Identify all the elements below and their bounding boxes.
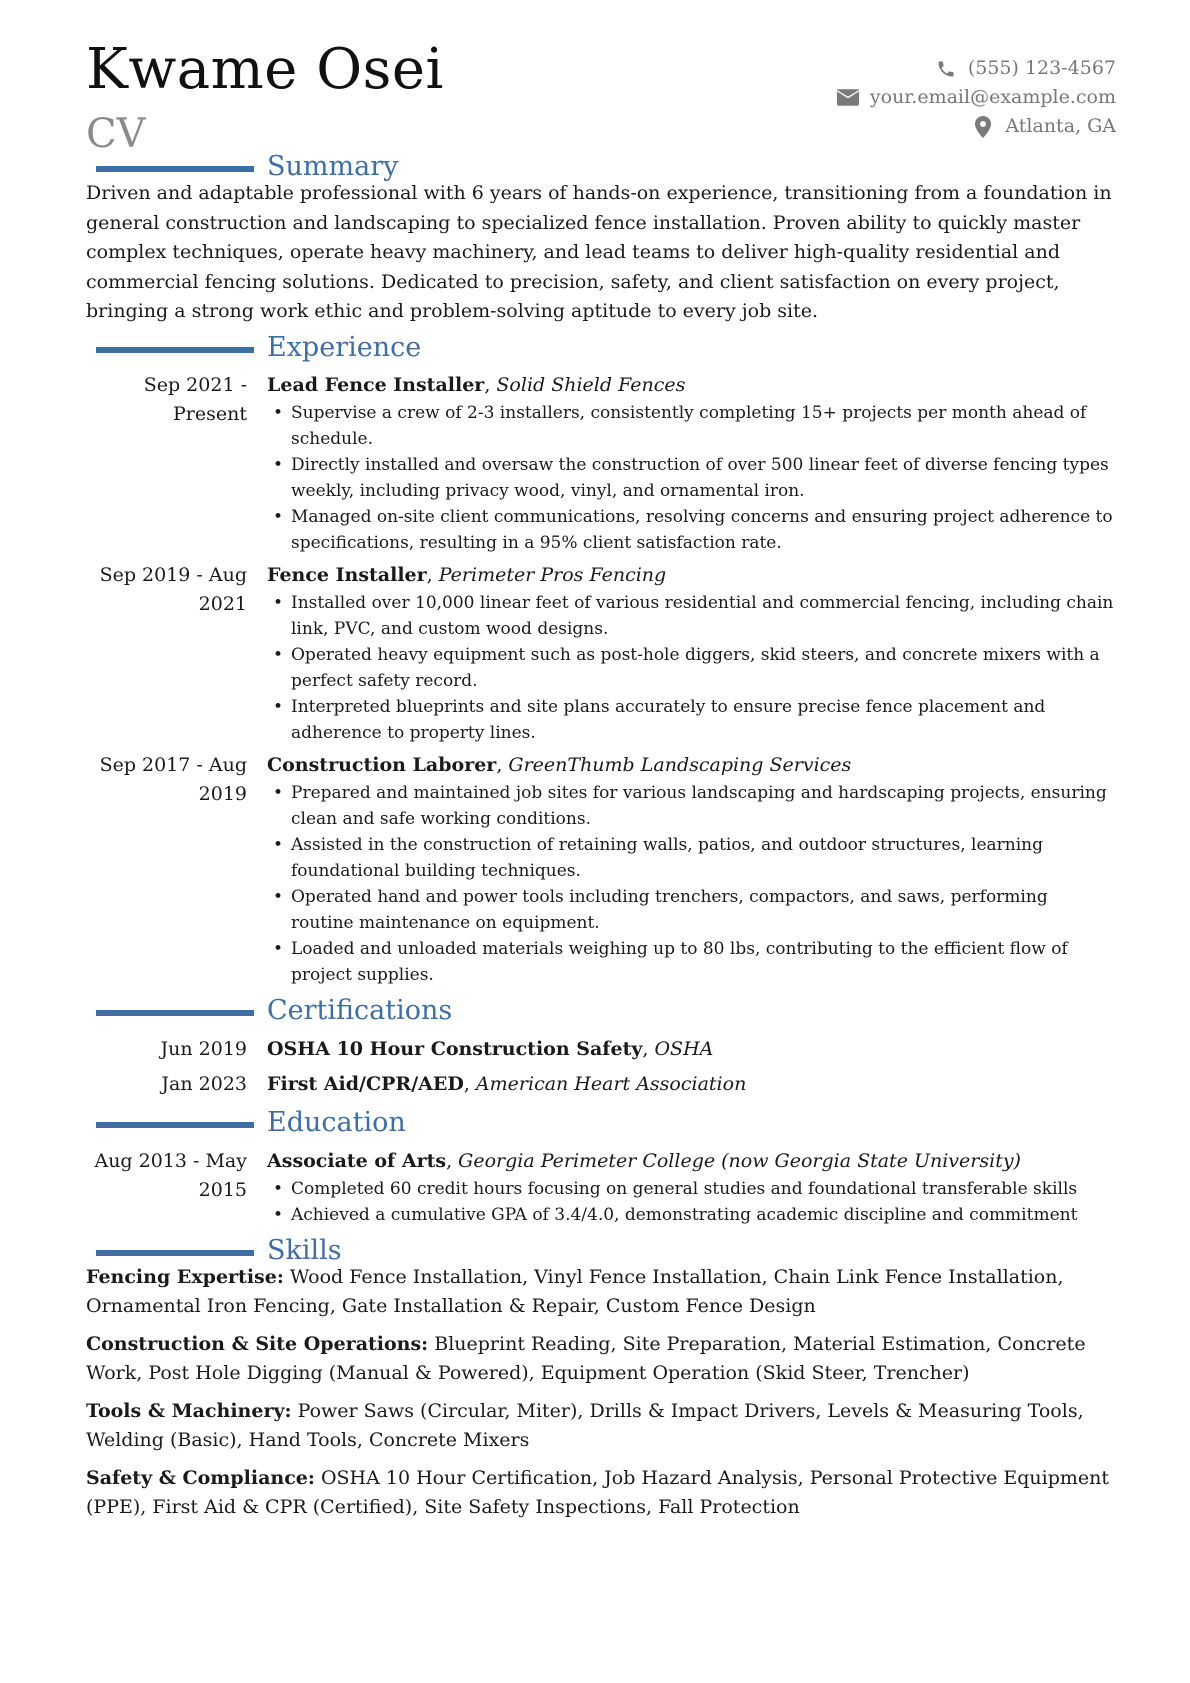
resume-header [86,0,1116,160]
list-item: • Installed over 10,000 linear feet of various residential and commercial fencing, including chain link, PVC, and custom wood designs. [267,590,1115,642]
skill-group [86,1263,1116,1321]
skill-group [86,1397,1116,1455]
job-title: Lead Fence Installer [267,373,485,396]
entry-date: Sep 2021 - Present [143,373,247,425]
list-item: • Achieved a cumulative GPA of 3.4/4.0, demonstrating academic discipline and commitment [267,1202,1115,1228]
entry-body [267,1035,1115,1064]
experience-entry [86,371,1116,556]
section-header [86,331,1116,365]
phone-icon [934,59,958,79]
certification-entry [86,1070,1116,1099]
list-item: • Completed 60 credit hours focusing on general studies and foundational transferable skills [267,1176,1115,1202]
certification-title: OSHA 10 Hour Construction Safety [267,1037,643,1060]
entry-bullets [267,780,1115,988]
skill-group-text: Blueprint Reading, Site Preparation, Material Estimation, Concrete Work, Post Hole Digging (Manual & Powered), Equipment Operation (Skid Steer, Trencher) [86,1332,1086,1384]
list-item: • Supervise a crew of 2-3 installers, consistently completing 15+ projects per month ahead of schedule. [267,400,1115,452]
list-item: • Managed on-site client communications, resolving concerns and ensuring project adherence to specifications, resulting in a 95% client satisfaction rate. [267,504,1115,556]
list-item: • Prepared and maintained job sites for various landscaping and hardscaping projects, ensuring clean and safe working conditions. [267,780,1115,832]
skill-group-label: Safety & Compliance: [86,1466,315,1489]
section-title: Experience [267,331,422,363]
education-section [86,1106,1116,1228]
skill-group [86,1464,1116,1522]
skill-group-text: Power Saws (Circular, Miter), Drills & Impact Drivers, Levels & Measuring Tools, Welding (Basic), Hand Tools, Concrete Mixers [86,1399,1084,1451]
certification-entry [86,1035,1116,1064]
skill-group [86,1330,1116,1388]
list-item: • Directly installed and oversaw the construction of over 500 linear feet of diverse fencing types weekly, including privacy wood, vinyl, and ornamental iron. [267,452,1115,504]
entry-bullets [267,400,1115,556]
section-divider-bar [96,166,254,172]
entry-title-line: OSHA 10 Hour Construction Safety, OSHA [267,1037,714,1060]
email-address[interactable]: your.email@example.com [869,86,1116,108]
certifications-section [86,994,1116,1099]
entry-date: Aug 2013 - May 2015 [94,1149,247,1201]
entry-title-line: Associate of Arts, Georgia Perimeter College (now Georgia State University) [267,1149,1021,1172]
entry-body [267,1147,1115,1228]
entry-title-line: Construction Laborer, GreenThumb Landscaping Services [267,753,852,776]
issuer-name: American Heart Association [475,1072,747,1095]
experience-entry [86,561,1116,746]
section-title: Education [267,1106,406,1138]
entry-date: Sep 2017 - Aug 2019 [99,753,247,805]
skills-section [86,1234,1116,1522]
list-item: • Assisted in the construction of retaining walls, patios, and outdoor structures, learning foundational building techniques. [267,832,1115,884]
phone-number[interactable]: (555) 123-4567 [967,57,1116,79]
entry-body [267,561,1115,746]
section-divider-bar [96,1122,254,1128]
experience-entry [86,751,1116,988]
education-entry [86,1147,1116,1228]
section-title: Skills [267,1234,342,1266]
list-item: • Loaded and unloaded materials weighing up to 80 lbs, contributing to the efficient flow of project supplies. [267,936,1115,988]
entry-title-line: Lead Fence Installer, Solid Shield Fences [267,373,686,396]
section-divider-bar [96,1010,254,1016]
summary-section [86,150,1116,327]
contact-email [836,83,1116,112]
person-name: Kwame Osei [86,37,444,102]
envelope-icon [836,89,860,106]
entry-date: Jun 2019 [160,1037,247,1060]
section-divider-bar [96,1250,254,1256]
skill-group-text: OSHA 10 Hour Certification, Job Hazard Analysis, Personal Protective Equipment (PPE), First Aid & CPR (Certified), Site Safety Inspections, Fall Protection [86,1466,1110,1518]
entry-bullets [267,590,1115,746]
section-header [86,994,1116,1028]
location-text: Atlanta, GA [1005,115,1116,137]
entry-title-line: Fence Installer, Perimeter Pros Fencing [267,563,667,586]
entry-date: Jan 2023 [161,1072,247,1095]
entry-title-line: First Aid/CPR/AED, American Heart Association [267,1072,747,1095]
map-marker-icon [971,116,995,138]
entry-date: Sep 2019 - Aug 2021 [99,563,247,615]
issuer-name: OSHA [654,1037,714,1060]
degree-title: Associate of Arts [267,1149,447,1172]
list-item: • Operated hand and power tools including trenchers, compactors, and saws, performing routine maintenance on equipment. [267,884,1115,936]
document-subtitle: CV [86,111,146,157]
summary-text: Driven and adaptable professional with 6 years of hands-on experience, transitioning from a foundation in general construction and landscaping to specialized fence installation. Proven ability to quickly master complex techniques, operate heavy machinery, and lead teams to deliver high-quality residential and commercial fencing solutions. Dedicated to precision, safety, and client satisfaction on every project, bringing a strong work ethic and problem-solving aptitude to every job site. [86,182,1112,322]
contact-phone [836,54,1116,83]
employer-name: Solid Shield Fences [496,373,686,396]
section-header [86,150,1116,184]
job-title: Construction Laborer [267,753,497,776]
certification-title: First Aid/CPR/AED [267,1072,464,1095]
section-divider-bar [96,347,254,353]
resume-page [86,0,1116,1531]
contact-location [836,112,1116,141]
employer-name: GreenThumb Landscaping Services [508,753,852,776]
experience-section [86,331,1116,988]
list-item: • Operated heavy equipment such as post-hole diggers, skid steers, and concrete mixers with a perfect safety record. [267,642,1115,694]
entry-bullets [267,1176,1115,1228]
list-item: • Interpreted blueprints and site plans accurately to ensure precise fence placement and adherence to property lines. [267,694,1115,746]
skill-group-label: Construction & Site Operations: [86,1332,429,1355]
job-title: Fence Installer [267,563,427,586]
contact-info [836,54,1116,141]
section-title: Summary [267,151,399,182]
skill-group-label: Fencing Expertise: [86,1265,284,1288]
entry-body [267,1070,1115,1099]
skill-group-label: Tools & Machinery: [86,1399,292,1422]
section-header [86,1234,1116,1268]
section-header [86,1106,1116,1140]
employer-name: Perimeter Pros Fencing [438,563,667,586]
entry-body [267,751,1115,988]
institution-name: Georgia Perimeter College (now Georgia State University) [458,1149,1021,1172]
section-title: Certifications [267,994,453,1026]
skill-group-text: Wood Fence Installation, Vinyl Fence Installation, Chain Link Fence Installation, Ornamental Iron Fencing, Gate Installation & Repair, Custom Fence Design [86,1265,1064,1317]
entry-body [267,371,1115,556]
